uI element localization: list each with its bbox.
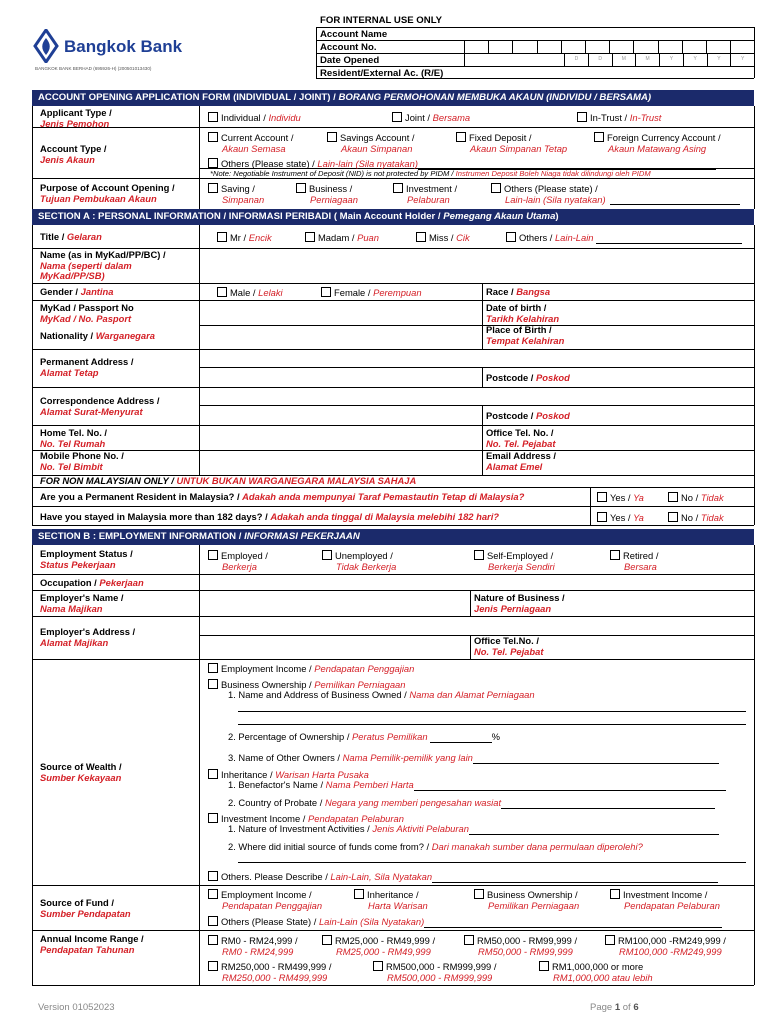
account-no-cell[interactable] — [537, 40, 538, 53]
checkbox[interactable] — [474, 550, 484, 560]
stay-yes-option[interactable]: Yes / Ya — [597, 512, 644, 524]
internal-row-resident: Resident/External Ac. (R/E) — [320, 68, 444, 79]
checkbox[interactable] — [327, 132, 337, 142]
emp-retired-option[interactable]: Retired / Bersara — [610, 550, 658, 572]
checkbox[interactable] — [208, 813, 218, 823]
account-no-cell[interactable] — [706, 40, 707, 53]
account-no-cell[interactable] — [658, 40, 659, 53]
income-option-1[interactable]: RM0 - RM24,999 / RM0 - RM24,999 — [208, 935, 298, 957]
checkbox[interactable] — [393, 183, 403, 193]
wealth-business-option[interactable]: Business Ownership / Pemilikan Perniagaan — [208, 679, 405, 691]
fund-employment-option[interactable]: Employment Income / Pendapatan Penggajian — [208, 889, 322, 911]
date-cell[interactable]: Y — [707, 53, 731, 66]
account-no-cell[interactable] — [633, 40, 634, 53]
inv-nature-field[interactable] — [469, 834, 719, 835]
income-label: Annual Income Range / Pendapatan Tahunan — [40, 933, 144, 955]
checkbox[interactable] — [217, 232, 227, 242]
inv-source-field[interactable] — [238, 862, 746, 863]
gender-label: Gender / Jantina — [40, 286, 114, 297]
checkbox[interactable] — [577, 112, 587, 122]
account-savings-option[interactable]: Savings Account / Akaun Simpanan — [327, 132, 415, 154]
form-title-ms: BORANG PERMOHONAN MEMBUKA AKAUN (INDIVIDU / BERSAMA) — [338, 92, 652, 103]
employer-address-label: Employer's Address / Alamat Majikan — [40, 626, 136, 648]
fund-others-option[interactable]: Others (Please State) / Lain-Lain (Sila Nyatakan) — [208, 916, 722, 928]
mykad-label: MyKad / Passport No MyKad / No. Pasport — [40, 302, 134, 324]
biz-name-address: 1. Name and Address of Business Owned / Nama dan Alamat Perniagaan — [228, 689, 535, 700]
form-title-bar — [32, 90, 754, 106]
wealth-others-field[interactable] — [432, 882, 718, 883]
page-indicator: Page 1 of 6 — [590, 1002, 639, 1013]
title-others-option[interactable]: Others / Lain-Lain — [506, 232, 742, 244]
checkbox[interactable] — [610, 889, 620, 899]
pob-label: Place of Birth / Tempat Kelahiran — [486, 324, 565, 346]
account-no-cell[interactable] — [585, 40, 586, 53]
checkbox[interactable] — [296, 183, 306, 193]
account-others-option[interactable]: Others (Please state) / Lain-lain (Sila nyatakan) — [208, 158, 716, 170]
account-no-cell[interactable] — [512, 40, 513, 53]
account-current-option[interactable]: Current Account / Akaun Semasa — [208, 132, 293, 154]
pr-yes-option[interactable]: Yes / Ya — [597, 492, 644, 504]
account-no-cell[interactable] — [488, 40, 489, 53]
checkbox[interactable] — [208, 871, 218, 881]
nid-note: *Note: Negotiable Instrument of Deposit (NID) is not protected by PIDM / Instrumen Deposit Boleh Niaga tidak dilindungi oleh PIDM — [210, 169, 651, 178]
purpose-others-field[interactable] — [610, 204, 740, 205]
bank-emblem-icon — [33, 29, 59, 63]
purpose-others-option[interactable]: Others (Please state) / Lain-lain (Sila nyatakan) — [491, 183, 740, 205]
checkbox[interactable] — [491, 183, 501, 193]
checkbox[interactable] — [208, 132, 218, 142]
date-cell[interactable]: Y — [730, 53, 754, 66]
checkbox[interactable] — [208, 916, 218, 926]
checkbox[interactable] — [322, 935, 332, 945]
perm-address-label: Permanent Address / Alamat Tetap — [40, 356, 134, 378]
office-tel-label: Office Tel. No. / No. Tel. Pejabat — [486, 427, 556, 449]
account-no-cell[interactable] — [464, 40, 465, 53]
checkbox[interactable] — [208, 679, 218, 689]
applicant-type-label: Applicant Type / Jenis Pemohon — [40, 107, 112, 129]
biz-name-field-2[interactable] — [238, 724, 746, 725]
inh-benefactor-field[interactable] — [414, 790, 726, 791]
income-option-6[interactable]: RM500,000 - RM999,999 / RM500,000 - RM999,999 — [373, 961, 496, 983]
biz-percentage-field[interactable] — [430, 742, 492, 743]
checkbox[interactable] — [208, 961, 218, 971]
checkbox[interactable] — [208, 158, 218, 168]
bank-name: Bangkok Bank — [64, 37, 183, 56]
checkbox[interactable] — [392, 112, 402, 122]
title-others-field[interactable] — [596, 243, 742, 244]
wealth-label: Source of Wealth / Sumber Kekayaan — [40, 761, 122, 783]
occupation-label: Occupation / Pekerjaan — [40, 577, 144, 588]
perm-postcode-label: Postcode / Poskod — [486, 372, 570, 383]
checkbox[interactable] — [416, 232, 426, 242]
name-field[interactable] — [200, 249, 753, 282]
inh-probate-field[interactable] — [501, 808, 715, 809]
checkbox[interactable] — [305, 232, 315, 242]
corr-address-label: Correspondence Address / Alamat Surat-Menyurat — [40, 395, 160, 417]
checkbox[interactable] — [597, 492, 607, 502]
title-miss-option[interactable]: Miss / Cik — [416, 232, 470, 244]
biz-owners-field[interactable] — [473, 763, 719, 764]
checkbox[interactable] — [208, 663, 218, 673]
applicant-intrust-option[interactable]: In-Trust / In-Trust — [577, 112, 661, 124]
income-option-4[interactable]: RM100,000 -RM249,999 / RM100,000 -RM249,999 — [605, 935, 726, 957]
checkbox[interactable] — [208, 112, 218, 122]
checkbox[interactable] — [668, 492, 678, 502]
checkbox[interactable] — [610, 550, 620, 560]
checkbox[interactable] — [208, 889, 218, 899]
corr-postcode-label: Postcode / Poskod — [486, 410, 570, 421]
dob-label: Date of birth / Tarikh Kelahiran — [486, 302, 560, 324]
checkbox[interactable] — [373, 961, 383, 971]
account-no-cell[interactable] — [561, 40, 562, 53]
emp-self-employed-option[interactable]: Self-Employed / Berkerja Sendiri — [474, 550, 555, 572]
emp-status-label: Employment Status / Status Pekerjaan — [40, 548, 133, 570]
email-label: Email Address / Alamat Emel — [486, 450, 556, 472]
account-no-cells[interactable] — [464, 40, 754, 53]
checkbox[interactable] — [217, 287, 227, 297]
internal-row-account-no: Account No. — [320, 42, 377, 53]
date-opened-cells[interactable] — [564, 53, 754, 66]
checkbox[interactable] — [208, 769, 218, 779]
fund-label: Source of Fund / Sumber Pendapatan — [40, 897, 131, 919]
account-foreign-currency-option[interactable]: Foreign Currency Account / Akaun Matawang Asing — [594, 132, 721, 154]
checkbox[interactable] — [594, 132, 604, 142]
checkbox[interactable] — [322, 550, 332, 560]
internal-row-date-opened: Date Opened — [320, 55, 380, 66]
nature-business-label: Nature of Business / Jenis Perniagaan — [474, 592, 565, 614]
income-option-3[interactable]: RM50,000 - RM99,999 / RM50,000 - RM99,999 — [464, 935, 577, 957]
checkbox[interactable] — [456, 132, 466, 142]
applicant-individual-option[interactable]: Individual / Individu — [208, 112, 301, 124]
internal-row-account-name: Account Name — [320, 29, 388, 40]
wealth-inheritance-option[interactable]: Inheritance / Warisan Harta Pusaka — [208, 769, 369, 781]
internal-use-box — [316, 14, 754, 78]
emp-unemployed-option[interactable]: Unemployed / Tidak Berkerja — [322, 550, 396, 572]
employer-office-tel-label: Office Tel.No. / No. Tel. Pejabat — [474, 635, 544, 657]
account-type-label: Account Type / Jenis Akaun — [40, 143, 107, 165]
inh-benefactor: 1. Benefactor's Name / Nama Pemberi Harta — [228, 780, 726, 791]
section-b-bar: SECTION B : EMPLOYMENT INFORMATION / INFORMASI PEKERJAAN — [32, 529, 754, 545]
inv-nature: 1. Nature of Investment Activities / Jenis Aktiviti Pelaburan — [228, 824, 719, 835]
biz-other-owners: 3. Name of Other Owners / Nama Pemilik-pemilik yang lain — [228, 753, 719, 764]
bank-tagline: BANGKOK BANK BERHAD (695926-H) (200501013430) — [35, 66, 152, 71]
date-cell[interactable]: M — [635, 53, 659, 66]
income-option-5[interactable]: RM250,000 - RM499,999 / RM250,000 - RM499,999 — [208, 961, 331, 983]
account-no-cell[interactable] — [682, 40, 683, 53]
non-malaysian-heading: FOR NON MALAYSIAN ONLY / UNTUK BUKAN WARGANEGARA MALAYSIA SAHAJA — [40, 475, 417, 486]
wealth-employment-option[interactable]: Employment Income / Pendapatan Penggajian — [208, 663, 414, 675]
stay-no-option[interactable]: No / Tidak — [668, 512, 724, 524]
stay-question: Have you stayed in Malaysia more than 182 days? / Adakah anda tinggal di Malaysia melebihi 182 hari? — [40, 511, 500, 522]
inh-probate: 2. Country of Probate / Negara yang memberi pengesahan wasiat — [228, 798, 715, 809]
checkbox[interactable] — [208, 935, 218, 945]
checkbox[interactable] — [605, 935, 615, 945]
title-mr-option[interactable]: Mr / Encik — [217, 232, 272, 244]
emp-employed-option[interactable]: Employed / Berkerja — [208, 550, 268, 572]
date-cell[interactable]: M — [612, 53, 636, 66]
section-a-bar: SECTION A : PERSONAL INFORMATION / INFORMASI PERIBADI ( Main Account Holder / Pemegang Akaun Utama) — [32, 209, 754, 225]
name-label: Name (as in MyKad/PP/BC) / Nama (seperti dalam MyKad/PP/SB) — [40, 249, 166, 281]
gender-female-option[interactable]: Female / Perempuan — [321, 287, 422, 299]
form-title-en: ACCOUNT OPENING APPLICATION FORM (INDIVIDUAL / JOINT) / — [38, 92, 339, 103]
checkbox[interactable] — [464, 935, 474, 945]
race-label: Race / Bangsa — [486, 286, 551, 297]
wealth-others-option[interactable]: Others. Please Describe / Lain-Lain, Sila Nyatakan — [208, 871, 718, 883]
biz-percentage: 2. Percentage of Ownership / Peratus Pemilikan % — [228, 731, 500, 742]
checkbox[interactable] — [506, 232, 516, 242]
purpose-investment-option[interactable]: Investment / Pelaburan — [393, 183, 457, 205]
income-option-2[interactable]: RM25,000 - RM49,999 / RM25,000 - RM49,999 — [322, 935, 435, 957]
checkbox[interactable] — [668, 512, 678, 522]
checkbox[interactable] — [208, 550, 218, 560]
account-no-cell[interactable] — [609, 40, 610, 53]
checkbox[interactable] — [539, 961, 549, 971]
employer-name-label: Employer's Name / Nama Majikan — [40, 592, 124, 614]
bank-logo — [33, 27, 203, 75]
checkbox[interactable] — [208, 183, 218, 193]
account-fixed-deposit-option[interactable]: Fixed Deposit / Akaun Simpanan Tetap — [456, 132, 567, 154]
income-option-7[interactable]: RM1,000,000 or more RM1,000,000 atau lebih — [539, 961, 653, 983]
fund-investment-option[interactable]: Investment Income / Pendapatan Pelaburan — [610, 889, 720, 911]
purpose-label: Purpose of Account Opening / Tujuan Pembukaan Akaun — [40, 182, 175, 204]
date-cell[interactable]: Y — [659, 53, 683, 66]
date-cell[interactable]: D — [564, 53, 588, 66]
date-cell[interactable]: D — [588, 53, 612, 66]
title-madam-option[interactable]: Madam / Puan — [305, 232, 379, 244]
checkbox[interactable] — [354, 889, 364, 899]
version-label: Version 01052023 — [38, 1002, 115, 1013]
purpose-business-option[interactable]: Business / Perniagaan — [296, 183, 358, 205]
purpose-saving-option[interactable]: Saving / Simpanan — [208, 183, 264, 205]
mobile-label: Mobile Phone No. / No. Tel Bimbit — [40, 450, 124, 472]
title-label: Title / Gelaran — [40, 231, 102, 242]
home-tel-label: Home Tel. No. / No. Tel Rumah — [40, 427, 108, 449]
internal-use-title: FOR INTERNAL USE ONLY — [320, 15, 443, 26]
checkbox[interactable] — [474, 889, 484, 899]
nationality-label: Nationality / Warganegara — [40, 330, 155, 341]
pr-no-option[interactable]: No / Tidak — [668, 492, 724, 504]
inv-source: 2. Where did initial source of funds come from? / Dari manakah sumber dana permulaan diperolehi? — [228, 841, 643, 852]
fund-business-option[interactable]: Business Ownership / Pemilikan Perniagaan — [474, 889, 579, 911]
applicant-joint-option[interactable]: Joint / Bersama — [392, 112, 470, 124]
biz-name-field-1[interactable] — [238, 711, 746, 712]
fund-others-field[interactable] — [424, 927, 722, 928]
checkbox[interactable] — [597, 512, 607, 522]
date-cell[interactable]: Y — [683, 53, 707, 66]
fund-inheritance-option[interactable]: Inheritance / Harta Warisan — [354, 889, 428, 911]
account-no-cell[interactable] — [730, 40, 731, 53]
wealth-investment-option[interactable]: Investment Income / Pendapatan Pelaburan — [208, 813, 404, 825]
pr-question: Are you a Permanent Resident in Malaysia? / Adakah anda mempunyai Taraf Pemastautin Tetap di Malaysia? — [40, 491, 525, 502]
checkbox[interactable] — [321, 287, 331, 297]
gender-male-option[interactable]: Male / Lelaki — [217, 287, 283, 299]
